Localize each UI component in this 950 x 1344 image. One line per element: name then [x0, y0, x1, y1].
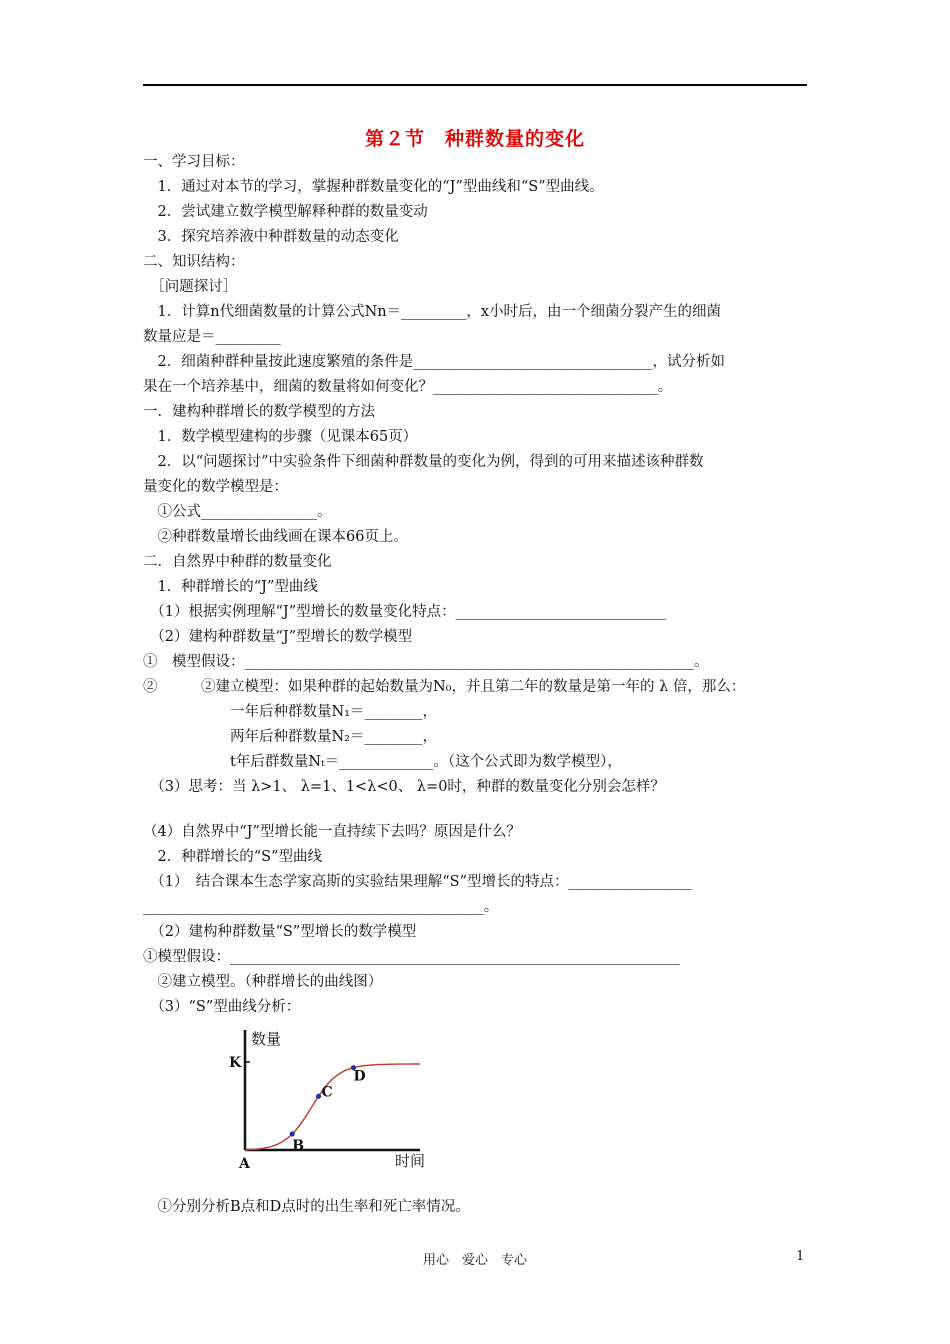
text-line: （2）建构种群数量“J”型增长的数学模型: [143, 629, 413, 645]
point-label-c: C: [321, 1084, 333, 1101]
text-line: 2．以“问题探讨”中实验条件下细菌种群数量的变化为例，得到的可用来描述该种群数: [143, 454, 704, 470]
text-line: （3）思考：当 λ>1、 λ=1、1<λ<0、 λ=0时，种群的数量变化分别会怎样？: [143, 779, 665, 795]
text-line: 2．尝试建立数学模型解释种群的数量变动: [143, 204, 428, 220]
text-line: ②建立模型。（种群增长的曲线图）: [143, 974, 383, 990]
text-line: 1．数学模型建构的步骤（见课本65页）: [143, 429, 418, 445]
text-line: 2．种群增长的“S”型曲线: [143, 849, 322, 865]
text-line: 2．细菌种群种量按此速度繁殖的条件是_________________________________，试分析如: [143, 354, 725, 370]
text-line: 1．种群增长的“J”型曲线: [143, 579, 318, 595]
y-axis-label: 数量: [251, 1030, 282, 1048]
text-line: 一、学习目标：: [143, 154, 245, 170]
point-label-a: A: [239, 1156, 250, 1172]
x-axis-label: 时间: [395, 1152, 426, 1170]
text-line: _______________________________________________。: [143, 899, 499, 915]
text-line: 1．通过对本节的学习，掌握种群数量变化的“J”型曲线和“S”型曲线。: [143, 179, 604, 195]
point-label-b: B: [292, 1137, 305, 1154]
page-footer: 用心 爱心 专心: [422, 1253, 527, 1268]
header-rule: [143, 84, 807, 86]
text-line: 两年后种群数量N₂＝________，: [143, 729, 437, 745]
text-line: 二、知识结构：: [143, 254, 245, 270]
text-line: 一．建构种群增长的数学模型的方法: [143, 404, 375, 420]
point-label-d: D: [353, 1068, 366, 1085]
text-line: ②种群数量增长曲线画在课本66页上。: [143, 529, 408, 545]
point-b: [290, 1131, 295, 1136]
text-line: 3．探究培养液中种群数量的动态变化: [143, 229, 399, 245]
text-line: ② ②建立模型：如果种群的起始数量为N₀，并且第二年的数量是第一年的 λ 倍，那么：: [143, 679, 746, 695]
text-line: ①模型假设：______________________________________________________________: [143, 949, 680, 965]
text-line: t年后群数量Nₜ＝_____________。（这个公式即为数学模型），: [143, 754, 622, 770]
s-curve: [245, 1064, 420, 1150]
s-curve-chart: [222, 1022, 442, 1172]
text-line: （3）“S”型曲线分析：: [143, 999, 301, 1015]
text-line: ① 模型假设：______________________________________________________________。: [143, 654, 709, 670]
text-line: （1）根据实例理解“J”型增长的数量变化特点：_____________________________: [143, 604, 666, 620]
chart-curve-layer: [245, 1064, 420, 1150]
text-line: 二．自然界中种群的数量变化: [143, 554, 332, 570]
text-line: 量变化的数学模型是：: [143, 479, 288, 495]
text-line: （1） 结合课本生态学家高斯的实验结果理解“S”型增长的特点：_________________: [143, 874, 692, 890]
text-line: ［问题探讨］: [143, 279, 238, 295]
text-line: （2）建构种群数量“S”型增长的数学模型: [143, 924, 417, 940]
page-title: 第２节 种群数量的变化: [364, 128, 585, 150]
text-line: ①分别分析B点和D点时的出生率和死亡率情况。: [143, 1199, 470, 1215]
page-number: 1: [796, 1249, 805, 1264]
text-line: 1．计算n代细菌数量的计算公式Nn＝_________，x小时后，由一个细菌分裂产生的细菌: [143, 304, 722, 320]
text-line: （4）自然界中“J”型增长能一直持续下去吗？原因是什么？: [143, 824, 521, 840]
text-line: ①公式________________。: [143, 504, 332, 520]
point-c: [316, 1094, 321, 1099]
text-line: 数量应是＝_________: [143, 329, 281, 345]
text-line: 一年后种群数量N₁＝________，: [143, 704, 437, 720]
y-mark-label: K: [229, 1055, 242, 1071]
text-line: 果在一个培养基中，细菌的数量将如何变化？_______________________________。: [143, 379, 673, 395]
